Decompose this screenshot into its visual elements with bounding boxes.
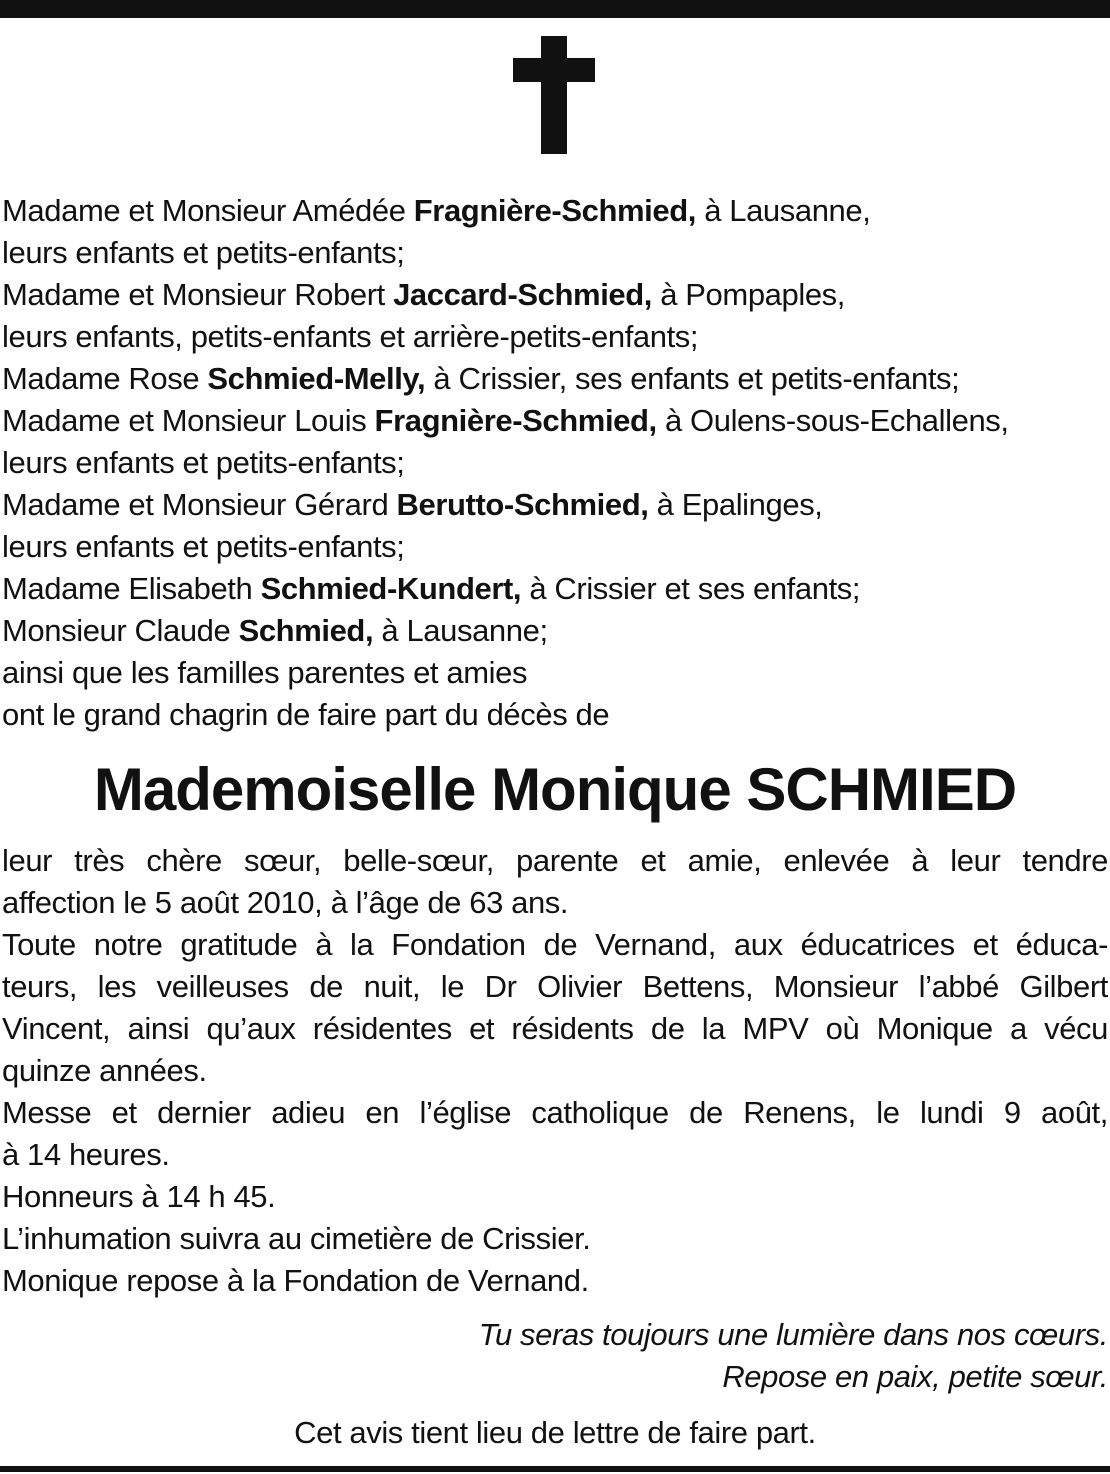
family-line: Madame et Monsieur Louis Fragnière-Schmied, à Oulens-sous-Echallens, <box>2 403 1009 438</box>
body-line: leur très chère sœur, belle-sœur, parente et amie, enlevée à leur tendre <box>2 843 1108 878</box>
family-line: Madame Rose Schmied-Melly, à Crissier, ses enfants et petits-enfants; <box>2 361 960 396</box>
family-line: Madame et Monsieur Amédée Fragnière-Schmied, à Lausanne, <box>2 193 871 228</box>
quote-line: Tu seras toujours une lumière dans nos cœurs. <box>478 1317 1108 1352</box>
family-line: Madame et Monsieur Robert Jaccard-Schmied, à Pompaples, <box>2 277 845 312</box>
family-line: leurs enfants, petits-enfants et arrière-petits-enfants; <box>2 319 699 354</box>
body-line: à 14 heures. <box>2 1137 170 1172</box>
cross-icon <box>513 36 595 154</box>
family-line: Madame et Monsieur Gérard Berutto-Schmied, à Epalinges, <box>2 487 823 522</box>
body-line: Vincent, ainsi qu’aux résidentes et résidents de la MPV où Monique a vécu <box>2 1011 1108 1046</box>
family-line: Madame Elisabeth Schmied-Kundert, à Crissier et ses enfants; <box>2 571 861 606</box>
body-line: Honneurs à 14 h 45. <box>2 1179 276 1214</box>
footer-note: Cet avis tient lieu de lettre de faire part. <box>294 1415 816 1450</box>
body-line: quinze années. <box>2 1053 207 1088</box>
top-rule <box>0 0 1110 18</box>
body-line: L’inhumation suivra au cimetière de Crissier. <box>2 1221 591 1256</box>
bottom-rule <box>0 1466 1110 1472</box>
family-line: Monsieur Claude Schmied, à Lausanne; <box>2 613 548 648</box>
body-line: Messe et dernier adieu en l’église catholique de Renens, le lundi 9 août, <box>2 1095 1108 1130</box>
epitaph-quote <box>479 1314 1108 1398</box>
family-line: leurs enfants et petits-enfants; <box>2 445 405 480</box>
family-list <box>2 190 1108 736</box>
quote-line: Repose en paix, petite sœur. <box>722 1359 1108 1394</box>
body-line: Toute notre gratitude à la Fondation de Vernand, aux éducatrices et éduca- <box>2 927 1108 962</box>
family-line: leurs enfants et petits-enfants; <box>2 235 405 270</box>
body-line: affection le 5 août 2010, à l’âge de 63 ans. <box>2 885 569 920</box>
family-line: ainsi que les familles parentes et amies <box>2 655 528 690</box>
family-line: leurs enfants et petits-enfants; <box>2 529 405 564</box>
deceased-name: Mademoiselle Monique SCHMIED <box>93 756 1017 823</box>
body-line: Monique repose à la Fondation de Vernand. <box>2 1263 589 1298</box>
family-line: ont le grand chagrin de faire part du décès de <box>2 697 610 732</box>
announcement-body <box>2 840 1108 1302</box>
body-line: teurs, les veilleuses de nuit, le Dr Olivier Bettens, Monsieur l’abbé Gilbert <box>2 969 1108 1004</box>
